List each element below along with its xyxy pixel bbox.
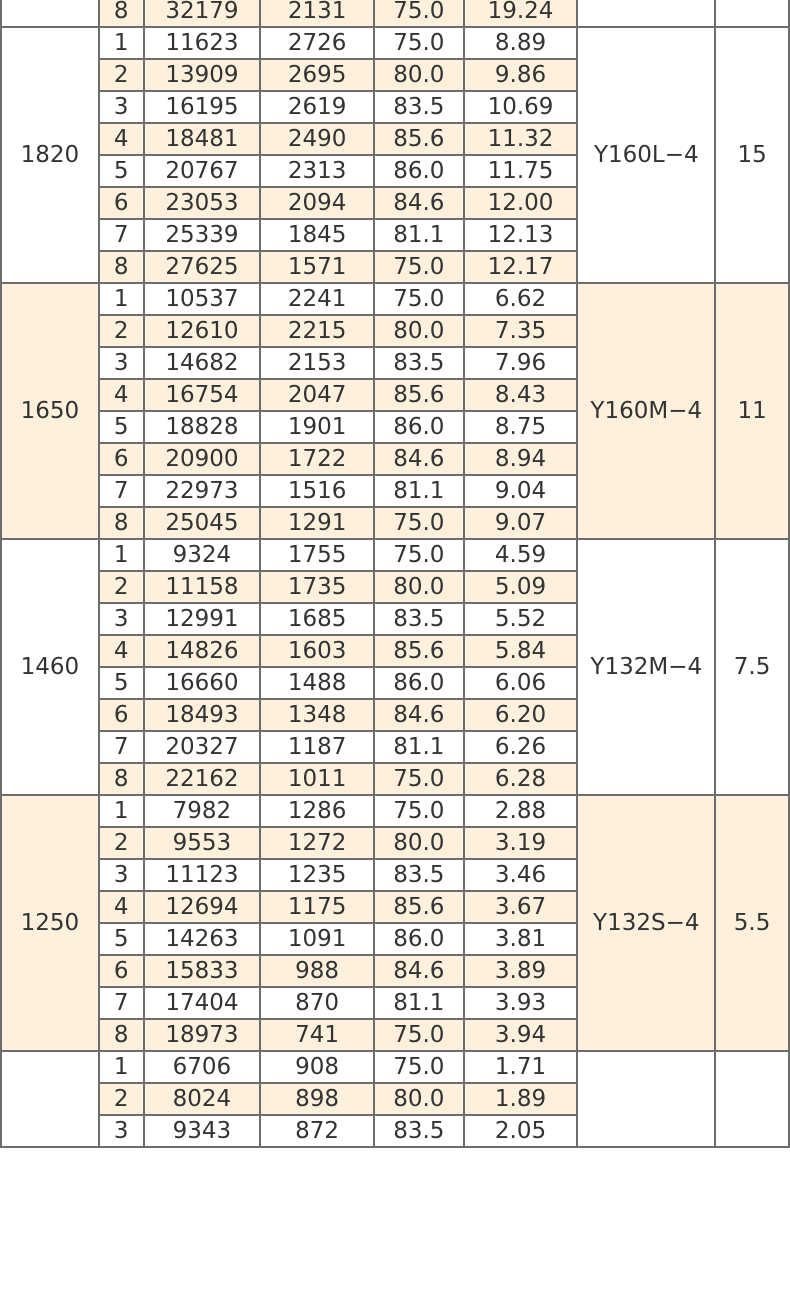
row-index-cell: 8 [99,0,144,27]
table-row [1,795,789,827]
motor-power-cell: 15 [715,27,789,283]
speed-cell: 1650 [1,283,99,539]
efficiency-cell: 85.6 [374,123,464,155]
shaft-power-cell: 19.24 [464,0,578,27]
efficiency-cell: 80.0 [374,571,464,603]
efficiency-cell: 80.0 [374,59,464,91]
efficiency-cell: 80.0 [374,315,464,347]
row-index-cell: 6 [99,443,144,475]
shaft-power-cell: 10.69 [464,91,578,123]
air-volume-cell: 9553 [144,827,261,859]
shaft-power-cell: 12.00 [464,187,578,219]
efficiency-cell: 75.0 [374,283,464,315]
shaft-power-cell: 9.04 [464,475,578,507]
efficiency-cell: 81.1 [374,731,464,763]
shaft-power-cell: 8.89 [464,27,578,59]
table-row [1,539,789,571]
row-index-cell: 7 [99,219,144,251]
row-index-cell: 5 [99,411,144,443]
pressure-cell: 2153 [260,347,374,379]
pressure-cell: 2094 [260,187,374,219]
pressure-cell: 2726 [260,27,374,59]
motor-power-cell: 7.5 [715,539,789,795]
pressure-cell: 1286 [260,795,374,827]
air-volume-cell: 12694 [144,891,261,923]
pressure-cell: 1685 [260,603,374,635]
air-volume-cell: 11158 [144,571,261,603]
row-index-cell: 1 [99,795,144,827]
efficiency-cell: 81.1 [374,987,464,1019]
pressure-cell: 1011 [260,763,374,795]
row-index-cell: 6 [99,699,144,731]
row-index-cell: 5 [99,155,144,187]
air-volume-cell: 27625 [144,251,261,283]
pressure-cell: 1901 [260,411,374,443]
air-volume-cell: 20900 [144,443,261,475]
shaft-power-cell: 5.84 [464,635,578,667]
pressure-cell: 2619 [260,91,374,123]
shaft-power-cell: 6.62 [464,283,578,315]
air-volume-cell: 10537 [144,283,261,315]
efficiency-cell: 75.0 [374,27,464,59]
shaft-power-cell: 3.89 [464,955,578,987]
speed-cell: 1820 [1,27,99,283]
efficiency-cell: 84.6 [374,955,464,987]
air-volume-cell: 12610 [144,315,261,347]
pressure-cell: 1348 [260,699,374,731]
row-index-cell: 8 [99,1019,144,1051]
air-volume-cell: 18828 [144,411,261,443]
efficiency-cell: 83.5 [374,347,464,379]
motor-model-cell [577,1051,715,1147]
air-volume-cell: 14682 [144,347,261,379]
shaft-power-cell: 2.88 [464,795,578,827]
row-index-cell: 6 [99,187,144,219]
efficiency-cell: 81.1 [374,219,464,251]
row-index-cell: 1 [99,27,144,59]
air-volume-cell: 15833 [144,955,261,987]
efficiency-cell: 83.5 [374,603,464,635]
pressure-cell: 1235 [260,859,374,891]
efficiency-cell: 83.5 [374,1115,464,1147]
pressure-cell: 2490 [260,123,374,155]
motor-power-cell: 11 [715,283,789,539]
shaft-power-cell: 8.94 [464,443,578,475]
shaft-power-cell: 2.05 [464,1115,578,1147]
table-row [1,27,789,59]
pressure-cell: 2241 [260,283,374,315]
motor-model-cell [577,0,715,27]
shaft-power-cell: 6.20 [464,699,578,731]
row-index-cell: 1 [99,539,144,571]
pressure-cell: 2215 [260,315,374,347]
pressure-cell: 1735 [260,571,374,603]
motor-model-cell: Y132M−4 [577,539,715,795]
pressure-cell: 1488 [260,667,374,699]
speed-cell: 1460 [1,539,99,795]
shaft-power-cell: 11.75 [464,155,578,187]
row-index-cell: 1 [99,283,144,315]
efficiency-cell: 85.6 [374,891,464,923]
shaft-power-cell: 5.09 [464,571,578,603]
air-volume-cell: 32179 [144,0,261,27]
efficiency-cell: 85.6 [374,379,464,411]
pressure-cell: 1175 [260,891,374,923]
efficiency-cell: 83.5 [374,859,464,891]
shaft-power-cell: 3.81 [464,923,578,955]
row-index-cell: 3 [99,603,144,635]
table-row [1,283,789,315]
row-index-cell: 6 [99,955,144,987]
efficiency-cell: 75.0 [374,251,464,283]
row-index-cell: 4 [99,379,144,411]
shaft-power-cell: 9.07 [464,507,578,539]
efficiency-cell: 75.0 [374,0,464,27]
shaft-power-cell: 6.28 [464,763,578,795]
air-volume-cell: 25339 [144,219,261,251]
air-volume-cell: 22162 [144,763,261,795]
row-index-cell: 8 [99,763,144,795]
pressure-cell: 1845 [260,219,374,251]
air-volume-cell: 9324 [144,539,261,571]
shaft-power-cell: 5.52 [464,603,578,635]
air-volume-cell: 8024 [144,1083,261,1115]
row-index-cell: 3 [99,859,144,891]
air-volume-cell: 18481 [144,123,261,155]
shaft-power-cell: 12.17 [464,251,578,283]
pressure-cell: 870 [260,987,374,1019]
pressure-cell: 1291 [260,507,374,539]
pressure-cell: 1571 [260,251,374,283]
speed-cell [1,0,99,27]
shaft-power-cell: 7.35 [464,315,578,347]
efficiency-cell: 81.1 [374,475,464,507]
pressure-cell: 1722 [260,443,374,475]
pressure-cell: 2313 [260,155,374,187]
efficiency-cell: 85.6 [374,635,464,667]
efficiency-cell: 80.0 [374,1083,464,1115]
speed-cell: 1250 [1,795,99,1051]
row-index-cell: 4 [99,891,144,923]
row-index-cell: 3 [99,91,144,123]
row-index-cell: 2 [99,1083,144,1115]
air-volume-cell: 16195 [144,91,261,123]
air-volume-cell: 16754 [144,379,261,411]
air-volume-cell: 20327 [144,731,261,763]
efficiency-cell: 75.0 [374,1019,464,1051]
motor-model-cell: Y160M−4 [577,283,715,539]
air-volume-cell: 7982 [144,795,261,827]
efficiency-cell: 75.0 [374,763,464,795]
row-index-cell: 4 [99,123,144,155]
pressure-cell: 2047 [260,379,374,411]
row-index-cell: 5 [99,667,144,699]
row-index-cell: 7 [99,731,144,763]
efficiency-cell: 86.0 [374,923,464,955]
air-volume-cell: 13909 [144,59,261,91]
shaft-power-cell: 6.26 [464,731,578,763]
air-volume-cell: 20767 [144,155,261,187]
air-volume-cell: 23053 [144,187,261,219]
shaft-power-cell: 6.06 [464,667,578,699]
shaft-power-cell: 1.71 [464,1051,578,1083]
row-index-cell: 8 [99,507,144,539]
efficiency-cell: 86.0 [374,155,464,187]
shaft-power-cell: 3.94 [464,1019,578,1051]
shaft-power-cell: 9.86 [464,59,578,91]
row-index-cell: 7 [99,987,144,1019]
row-index-cell: 2 [99,315,144,347]
efficiency-cell: 75.0 [374,1051,464,1083]
air-volume-cell: 16660 [144,667,261,699]
shaft-power-cell: 11.32 [464,123,578,155]
air-volume-cell: 17404 [144,987,261,1019]
table-row [1,1051,789,1083]
pressure-cell: 898 [260,1083,374,1115]
shaft-power-cell: 8.75 [464,411,578,443]
row-index-cell: 4 [99,635,144,667]
pressure-cell: 2131 [260,0,374,27]
table-body [1,0,789,1147]
row-index-cell: 7 [99,475,144,507]
row-index-cell: 8 [99,251,144,283]
row-index-cell: 3 [99,1115,144,1147]
shaft-power-cell: 7.96 [464,347,578,379]
air-volume-cell: 18493 [144,699,261,731]
efficiency-cell: 84.6 [374,699,464,731]
row-index-cell: 5 [99,923,144,955]
shaft-power-cell: 1.89 [464,1083,578,1115]
shaft-power-cell: 3.67 [464,891,578,923]
shaft-power-cell: 4.59 [464,539,578,571]
efficiency-cell: 80.0 [374,827,464,859]
efficiency-cell: 86.0 [374,667,464,699]
air-volume-cell: 6706 [144,1051,261,1083]
efficiency-cell: 84.6 [374,443,464,475]
pressure-cell: 1516 [260,475,374,507]
pressure-cell: 2695 [260,59,374,91]
motor-power-cell: 5.5 [715,795,789,1051]
pressure-cell: 1091 [260,923,374,955]
pressure-cell: 1187 [260,731,374,763]
air-volume-cell: 14263 [144,923,261,955]
air-volume-cell: 11123 [144,859,261,891]
pressure-cell: 1603 [260,635,374,667]
table-row [1,0,789,27]
row-index-cell: 3 [99,347,144,379]
pressure-cell: 1272 [260,827,374,859]
efficiency-cell: 83.5 [374,91,464,123]
pressure-cell: 988 [260,955,374,987]
row-index-cell: 2 [99,571,144,603]
shaft-power-cell: 3.19 [464,827,578,859]
row-index-cell: 1 [99,1051,144,1083]
shaft-power-cell: 12.13 [464,219,578,251]
air-volume-cell: 14826 [144,635,261,667]
efficiency-cell: 75.0 [374,539,464,571]
pressure-cell: 741 [260,1019,374,1051]
motor-model-cell: Y132S−4 [577,795,715,1051]
air-volume-cell: 22973 [144,475,261,507]
motor-model-cell: Y160L−4 [577,27,715,283]
speed-cell [1,1051,99,1147]
pressure-cell: 1755 [260,539,374,571]
shaft-power-cell: 3.93 [464,987,578,1019]
air-volume-cell: 18973 [144,1019,261,1051]
efficiency-cell: 84.6 [374,187,464,219]
efficiency-cell: 75.0 [374,795,464,827]
efficiency-cell: 86.0 [374,411,464,443]
motor-power-cell [715,1051,789,1147]
row-index-cell: 2 [99,59,144,91]
air-volume-cell: 12991 [144,603,261,635]
shaft-power-cell: 3.46 [464,859,578,891]
pressure-cell: 872 [260,1115,374,1147]
efficiency-cell: 75.0 [374,507,464,539]
air-volume-cell: 9343 [144,1115,261,1147]
air-volume-cell: 11623 [144,27,261,59]
shaft-power-cell: 8.43 [464,379,578,411]
motor-power-cell [715,0,789,27]
pressure-cell: 908 [260,1051,374,1083]
row-index-cell: 2 [99,827,144,859]
air-volume-cell: 25045 [144,507,261,539]
